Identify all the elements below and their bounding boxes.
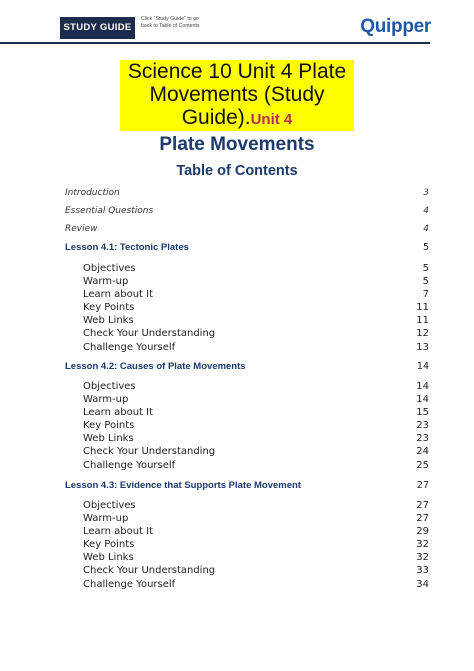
toc-item-label: Learn about It <box>83 526 154 537</box>
toc-item-4-2-warm-up[interactable] <box>65 394 429 408</box>
toc-item-4-3-web-links[interactable] <box>65 552 429 566</box>
toc-item-label: Challenge Yourself <box>83 460 176 471</box>
toc-item-label: Warm-up <box>83 394 129 405</box>
toc-item-page: 27 <box>416 513 429 524</box>
toc-item-page: 15 <box>416 407 429 418</box>
toc-item-page: 32 <box>416 552 429 563</box>
document-title-text: Science 10 Unit 4 Plate Movements (Study Guide). <box>127 60 347 129</box>
toc-item-4-2-key-points[interactable] <box>65 420 429 434</box>
unit-tag: Unit 4 <box>250 111 293 128</box>
toc-item-page: 7 <box>422 289 429 300</box>
toc-item-4-3-learn-about-it[interactable] <box>65 526 429 540</box>
toc-item-label: Objectives <box>83 263 136 274</box>
toc-item-4-1-web-links[interactable] <box>65 315 429 329</box>
toc-item-page: 33 <box>416 565 429 576</box>
toc-item-label: Challenge Yourself <box>83 579 176 590</box>
toc-item-4-2-learn-about-it[interactable] <box>65 407 429 421</box>
toc-entry-label: Introduction <box>65 188 120 198</box>
document-title <box>120 60 354 131</box>
toc-item-4-3-warm-up[interactable] <box>65 513 429 527</box>
toc-entry-page: 4 <box>423 206 429 216</box>
toc-item-page: 5 <box>422 263 429 274</box>
toc-item-label: Key Points <box>83 539 135 550</box>
study-guide-button[interactable]: STUDY GUIDE <box>60 17 135 39</box>
toc-item-label: Key Points <box>83 302 135 313</box>
toc-item-label: Web Links <box>83 433 134 444</box>
toc-item-label: Objectives <box>83 500 136 511</box>
toc-item-4-3-key-points[interactable] <box>65 539 429 553</box>
toc-entry-label: Essential Questions <box>65 206 154 216</box>
toc-item-label: Check Your Understanding <box>83 328 216 339</box>
toc-item-page: 14 <box>416 394 429 405</box>
toc-item-4-1-warm-up[interactable] <box>65 276 429 290</box>
toc-heading: Table of Contents <box>176 163 298 179</box>
toc-item-page: 25 <box>416 460 429 471</box>
toc-item-page: 24 <box>416 446 429 457</box>
toc-item-4-1-learn-about-it[interactable] <box>65 289 429 303</box>
study-guide-note: Click "Study Guide" to go back to Table of Contents <box>141 16 200 29</box>
toc-item-label: Web Links <box>83 315 134 326</box>
toc-item-4-1-objectives[interactable] <box>65 263 429 277</box>
toc-item-label: Web Links <box>83 552 134 563</box>
toc-entry-review[interactable] <box>65 224 429 238</box>
toc-item-page: 11 <box>416 315 429 326</box>
page-title: Plate Movements <box>159 134 315 155</box>
toc-lesson-page: 14 <box>416 361 429 372</box>
toc-lesson-4-3[interactable] <box>65 480 429 494</box>
toc-item-4-3-objectives[interactable] <box>65 500 429 514</box>
toc-lesson-label: Lesson 4.2: Causes of Plate Movements <box>65 361 246 372</box>
toc-item-page: 5 <box>422 276 429 287</box>
toc-item-page: 14 <box>416 381 429 392</box>
toc-item-page: 23 <box>416 433 429 444</box>
toc-entry-page: 3 <box>423 188 429 198</box>
toc-item-4-2-objectives[interactable] <box>65 381 429 395</box>
toc-item-4-3-check-your-understanding[interactable] <box>65 565 429 579</box>
toc-entry-essential-questions[interactable] <box>65 206 429 220</box>
toc-item-4-3-challenge-yourself[interactable] <box>65 579 429 593</box>
toc-item-label: Key Points <box>83 420 135 431</box>
toc-item-label: Warm-up <box>83 513 129 524</box>
toc-item-page: 23 <box>416 420 429 431</box>
toc-item-label: Warm-up <box>83 276 129 287</box>
toc-item-page: 13 <box>416 342 429 353</box>
toc-item-4-2-challenge-yourself[interactable] <box>65 460 429 474</box>
toc-entry-introduction[interactable] <box>65 188 429 202</box>
toc-item-label: Check Your Understanding <box>83 565 216 576</box>
toc-item-4-2-web-links[interactable] <box>65 433 429 447</box>
toc-lesson-page: 5 <box>422 242 429 253</box>
toc-item-label: Learn about It <box>83 407 154 418</box>
toc-item-page: 27 <box>416 500 429 511</box>
toc-item-4-1-check-your-understanding[interactable] <box>65 328 429 342</box>
toc-entry-page: 4 <box>423 224 429 234</box>
toc-item-page: 34 <box>416 579 429 590</box>
toc-item-page: 12 <box>416 328 429 339</box>
toc-item-4-1-key-points[interactable] <box>65 302 429 316</box>
header-rule <box>0 42 430 44</box>
toc-lesson-label: Lesson 4.3: Evidence that Supports Plate Movement <box>65 480 301 491</box>
toc-item-page: 32 <box>416 539 429 550</box>
toc-item-label: Check Your Understanding <box>83 446 216 457</box>
toc-entry-label: Review <box>65 224 98 234</box>
toc-item-4-2-check-your-understanding[interactable] <box>65 446 429 460</box>
toc-item-label: Challenge Yourself <box>83 342 176 353</box>
toc-item-label: Learn about It <box>83 289 154 300</box>
page-header <box>0 14 474 44</box>
toc-item-page: 11 <box>416 302 429 313</box>
toc-lesson-4-1[interactable] <box>65 242 429 256</box>
toc-lesson-page: 27 <box>416 480 429 491</box>
quipper-logo: Quipper <box>360 16 431 37</box>
toc-item-page: 29 <box>416 526 429 537</box>
toc-item-label: Objectives <box>83 381 136 392</box>
toc-lesson-label: Lesson 4.1: Tectonic Plates <box>65 242 189 253</box>
toc-item-4-1-challenge-yourself[interactable] <box>65 342 429 356</box>
toc-lesson-4-2[interactable] <box>65 361 429 375</box>
